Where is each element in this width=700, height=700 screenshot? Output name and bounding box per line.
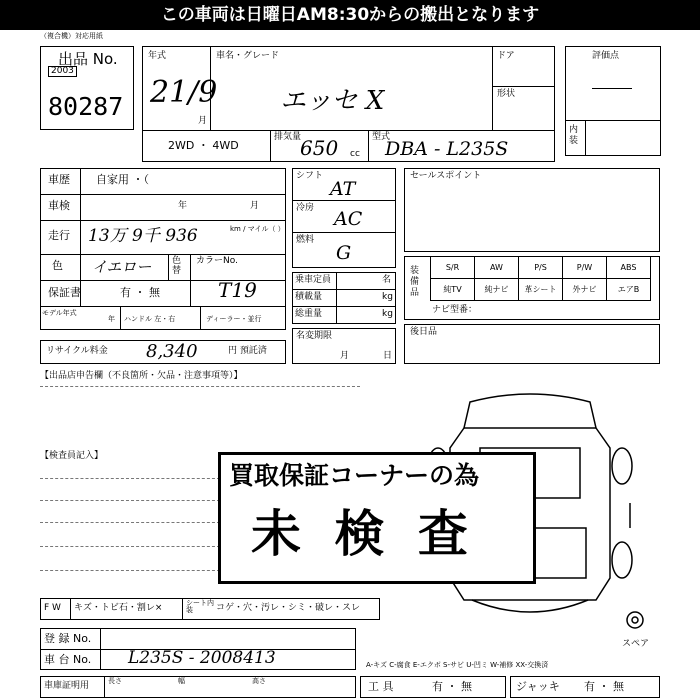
car-name-label: 車名・グレード: [216, 51, 280, 61]
fw-items: キズ・トビ石・割レ×: [74, 603, 163, 613]
body-type-label: 形状: [497, 89, 516, 99]
car-name-value: エッセ X: [280, 86, 385, 116]
color-label: 色: [52, 259, 63, 272]
chassis-value: L235S - 2008413: [128, 648, 276, 668]
inspection-month: 月: [250, 201, 260, 211]
name-change-month: 月: [340, 351, 350, 361]
option-leather: 革シート: [519, 279, 563, 301]
gross-weight-unit: kg: [382, 309, 393, 319]
option-oem-tv: 純TV: [431, 279, 475, 301]
inspection-year: 年: [178, 201, 188, 211]
load-label: 積載量: [295, 292, 323, 302]
gross-weight-label: 総重量: [295, 309, 323, 319]
steering-option: ハンドル 左・右: [124, 315, 176, 323]
option-oem-navi: 純ナビ: [475, 279, 519, 301]
color-value: イエロー: [92, 258, 152, 276]
inspector-label: 【検査員記入】: [40, 451, 104, 461]
year-label: 年式: [148, 51, 167, 61]
stamp-line2: 未 検 査: [251, 505, 476, 563]
month-label: 月: [198, 116, 208, 126]
recycle-unit: 円 預託済: [228, 346, 267, 356]
fw-label: F W: [44, 603, 61, 613]
name-change-day: 日: [383, 351, 393, 361]
inspection-label: 車検: [48, 199, 70, 212]
warranty-value: 有 ・ 無: [120, 286, 160, 299]
sales-points-label: セールスポイント: [410, 171, 482, 181]
warranty-label: 保証書: [48, 286, 81, 299]
drive-label: 2WD ・ 4WD: [168, 139, 239, 152]
interior-label: 内装: [569, 125, 579, 146]
mileage-unit: km / マイル（ ）: [230, 225, 285, 233]
color-code-value: T19: [218, 278, 257, 302]
fuel-label: 燃料: [296, 235, 315, 245]
damage-legend: A-キズ C-腐食 E-エクボ S-サビ U-凹ミ W-補修 XX-交換済: [366, 661, 549, 669]
fuel-value: G: [336, 242, 352, 264]
dealer-option: ディーラー・並行: [206, 315, 262, 323]
displacement-value: 650: [300, 136, 339, 160]
seats-unit: 名: [382, 275, 392, 285]
evaluation-label: 評価点: [592, 51, 620, 61]
registration-label: 登 録 No.: [44, 632, 92, 645]
name-change-label: 名変期限: [296, 331, 333, 341]
equipment-label: 装備品: [410, 266, 420, 298]
option-aw: AW: [475, 257, 519, 279]
seat-label: シート内装: [186, 599, 214, 614]
lot-number-label: 出品 No.: [58, 50, 118, 68]
option-aftermarket-navi: 外ナビ: [563, 279, 607, 301]
recycle-label: リサイクル料金: [46, 346, 108, 356]
ac-label: 冷房: [296, 203, 315, 213]
model-code-value: DBA - L235S: [385, 138, 509, 160]
jack-label: ジャッキ: [516, 680, 560, 693]
lot-year: 2003: [48, 66, 77, 77]
displacement-unit: cc: [350, 149, 360, 159]
model-year-unit: 年: [108, 315, 115, 323]
length-label: 長さ: [108, 677, 122, 685]
garage-cert-label: 車庫証明用: [44, 681, 90, 691]
tools-value: 有 ・ 無: [432, 680, 472, 693]
color-code-label: カラーNo.: [196, 256, 238, 266]
mileage-value: 13万 9千 936: [88, 226, 198, 246]
shift-value: AT: [330, 178, 356, 200]
option-airbag: エアB: [607, 279, 651, 301]
seat-items: コゲ・穴・汚レ・シミ・破レ・スレ: [216, 603, 361, 613]
recycle-value: 8,340: [146, 341, 198, 362]
model-code-label: 型式: [372, 132, 391, 142]
ac-value: AC: [334, 208, 363, 230]
chassis-label: 車 台 No.: [44, 653, 92, 666]
shift-label: シフト: [296, 171, 324, 181]
option-pw: P/W: [563, 257, 607, 279]
spare-label: スペア: [622, 639, 650, 649]
history-label: 車歴: [48, 173, 70, 186]
form-note: （複合機）対応用紙: [40, 32, 103, 40]
not-inspected-stamp: [218, 452, 536, 584]
color-changed: 色替: [172, 256, 182, 276]
seats-label: 乗車定員: [295, 275, 332, 285]
history-value: 自家用 ・（: [96, 173, 149, 186]
model-year-label: モデル年式: [42, 309, 77, 317]
options-table: [430, 256, 651, 301]
displacement-label: 排気量: [274, 132, 302, 142]
door-label: ドア: [497, 51, 515, 61]
option-ps: P/S: [519, 257, 563, 279]
option-abs: ABS: [607, 257, 651, 279]
load-unit: kg: [382, 292, 393, 302]
year-value: 21/9: [150, 75, 218, 110]
declaration-label: 【出品店申告欄（不良箇所・欠品・注意事項等）】: [40, 371, 243, 381]
banner-notice: この車両は日曜日AM8:30からの搬出となります: [0, 0, 700, 30]
navi-model-label: ナビ型番：: [432, 305, 478, 315]
tools-label: 工 具: [368, 680, 394, 693]
later-items-label: 後日品: [410, 327, 438, 337]
lot-number: 80287: [48, 92, 124, 121]
later-items-box: [404, 324, 660, 364]
option-sr: S/R: [431, 257, 475, 279]
width-label: 幅: [178, 677, 185, 685]
jack-value: 有 ・ 無: [584, 680, 624, 693]
stamp-line1: 買取保証コーナーの為: [229, 461, 480, 490]
height-label: 高さ: [252, 677, 266, 685]
mileage-label: 走行: [48, 229, 70, 242]
